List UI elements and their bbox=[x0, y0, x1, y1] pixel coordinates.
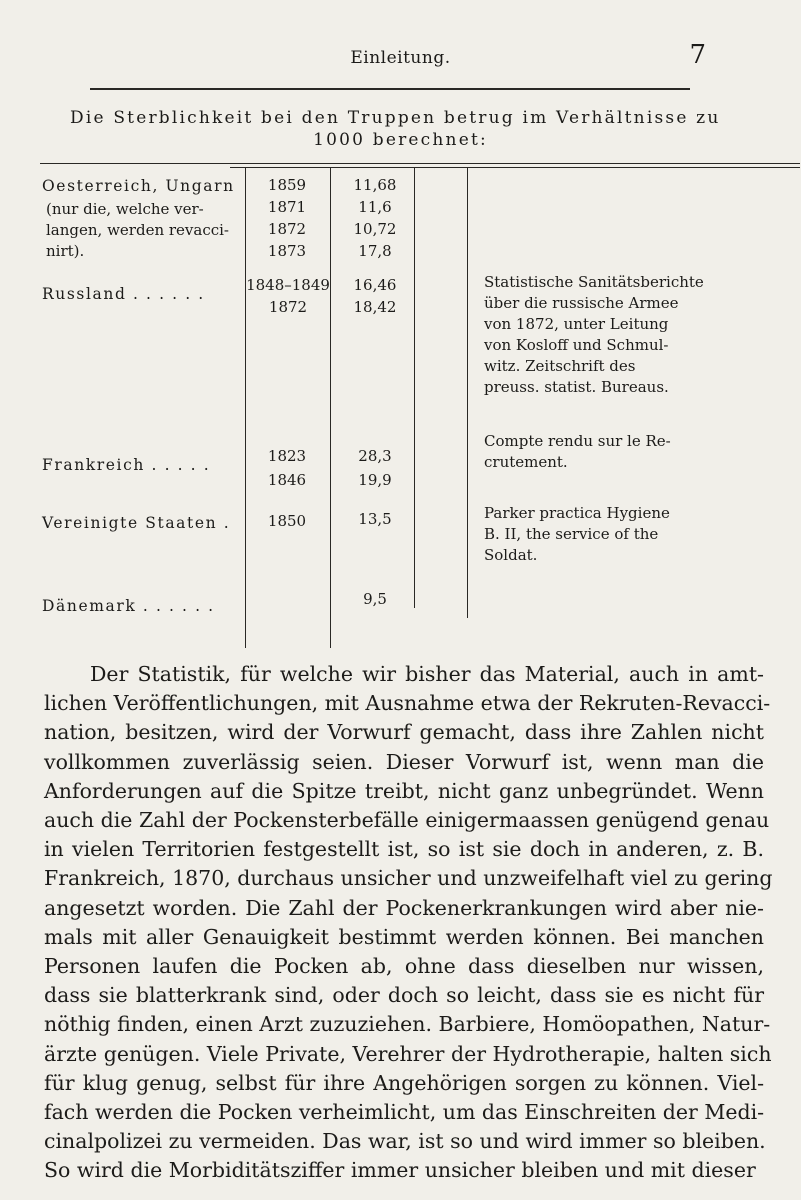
column-divider-1 bbox=[245, 168, 246, 648]
body-line: Personen laufen die Pocken ab, ohne dass dieselben nur wissen, bbox=[44, 954, 764, 979]
source-cell: Parker practica Hygiene B. II, the service of the Soldat. bbox=[484, 504, 670, 564]
running-title: Einleitung. bbox=[350, 48, 451, 68]
body-line: mals mit aller Genauigkeit bestimmt werden können. Bei manchen bbox=[44, 924, 764, 949]
column-divider-2 bbox=[330, 168, 331, 648]
body-line: angesetzt worden. Die Zahl der Pockenerkrankungen wird aber nie- bbox=[44, 895, 764, 920]
body-line: in vielen Territorien festgestellt ist, so ist sie doch in anderen, z. B. bbox=[44, 837, 764, 862]
body-line: ärzte genügen. Viele Private, Verehrer der Hydrotherapie, halten sich bbox=[44, 1041, 772, 1066]
source-cell: Compte rendu sur le Re- crutement. bbox=[484, 432, 671, 471]
country-label: Vereinigte Staaten . bbox=[42, 514, 231, 532]
value-cell: 16,46 18,42 bbox=[353, 276, 397, 316]
table-top-rule bbox=[40, 163, 800, 164]
table-intro-line-2: 1000 berechnet: bbox=[313, 130, 488, 150]
body-paragraph bbox=[44, 660, 773, 1186]
year-cell: 1859 1871 1872 1873 bbox=[267, 176, 307, 260]
body-line: cinalpolizei zu vermeiden. Das war, ist so und wird immer so bleiben. bbox=[44, 1129, 766, 1154]
header-rule bbox=[90, 88, 690, 90]
value-cell: 11,68 11,6 10,72 17,8 bbox=[353, 176, 397, 260]
country-label: Russland . . . . . . bbox=[42, 285, 205, 303]
body-line: für klug genug, selbst für ihre Angehörigen sorgen zu können. Viel- bbox=[44, 1070, 764, 1095]
body-line: fach werden die Pocken verheimlicht, um das Einschreiten der Medi- bbox=[44, 1100, 765, 1125]
page-number: 7 bbox=[689, 40, 706, 70]
year-cell: 1823 1846 bbox=[267, 447, 307, 489]
source-cell: Statistische Sanitätsberichte über die russische Armee von 1872, unter Leitung von Kosloff und Schmul- witz. Zeitschrift des preuss. statist. Bureaus. bbox=[484, 273, 704, 396]
table-intro-line-1: Die Sterblichkeit bei den Truppen betrug im Verhältnisse zu bbox=[70, 108, 721, 128]
year-cell: 1848–1849 1872 bbox=[246, 276, 330, 316]
body-line: lichen Veröffentlichungen, mit Ausnahme etwa der Rekruten-Revacci- bbox=[44, 691, 771, 716]
value-cell: 28,3 19,9 bbox=[358, 447, 392, 489]
value-cell: 9,5 bbox=[363, 590, 387, 608]
table-top-rule-inner bbox=[230, 167, 800, 168]
country-label: Frankreich . . . . . bbox=[42, 456, 211, 474]
body-line: nation, besitzen, wird der Vorwurf gemacht, dass ihre Zahlen nicht bbox=[44, 720, 764, 745]
column-divider-4 bbox=[467, 168, 468, 618]
body-line: auch die Zahl der Pockensterbefälle einigermaassen genügend genau bbox=[44, 808, 770, 833]
body-line: Anforderungen auf die Spitze treibt, nicht ganz unbegründet. Wenn bbox=[44, 778, 764, 803]
country-label: Dänemark . . . . . . bbox=[42, 597, 215, 615]
year-cell: 1850 bbox=[267, 512, 307, 530]
value-cell: 13,5 bbox=[358, 510, 392, 528]
body-line: vollkommen zuverlässig seien. Dieser Vorwurf ist, wenn man die bbox=[44, 749, 764, 774]
body-line: So wird die Morbiditätsziffer immer unsicher bleiben und mit dieser bbox=[44, 1158, 756, 1183]
body-line: nöthig finden, einen Arzt zuzuziehen. Barbiere, Homöopathen, Natur- bbox=[44, 1012, 771, 1037]
column-divider-3 bbox=[414, 168, 415, 608]
country-label: Oesterreich, Ungarn bbox=[42, 177, 235, 195]
body-line: Frankreich, 1870, durchaus unsicher und unzweifelhaft viel zu gering bbox=[44, 866, 773, 891]
country-note: (nur die, welche ver- langen, werden revacci- nirt). bbox=[46, 200, 230, 260]
body-line: dass sie blatterkrank sind, oder doch so leicht, dass sie es nicht für bbox=[44, 983, 764, 1008]
body-line: Der Statistik, für welche wir bisher das Material, auch in amt- bbox=[90, 662, 764, 686]
